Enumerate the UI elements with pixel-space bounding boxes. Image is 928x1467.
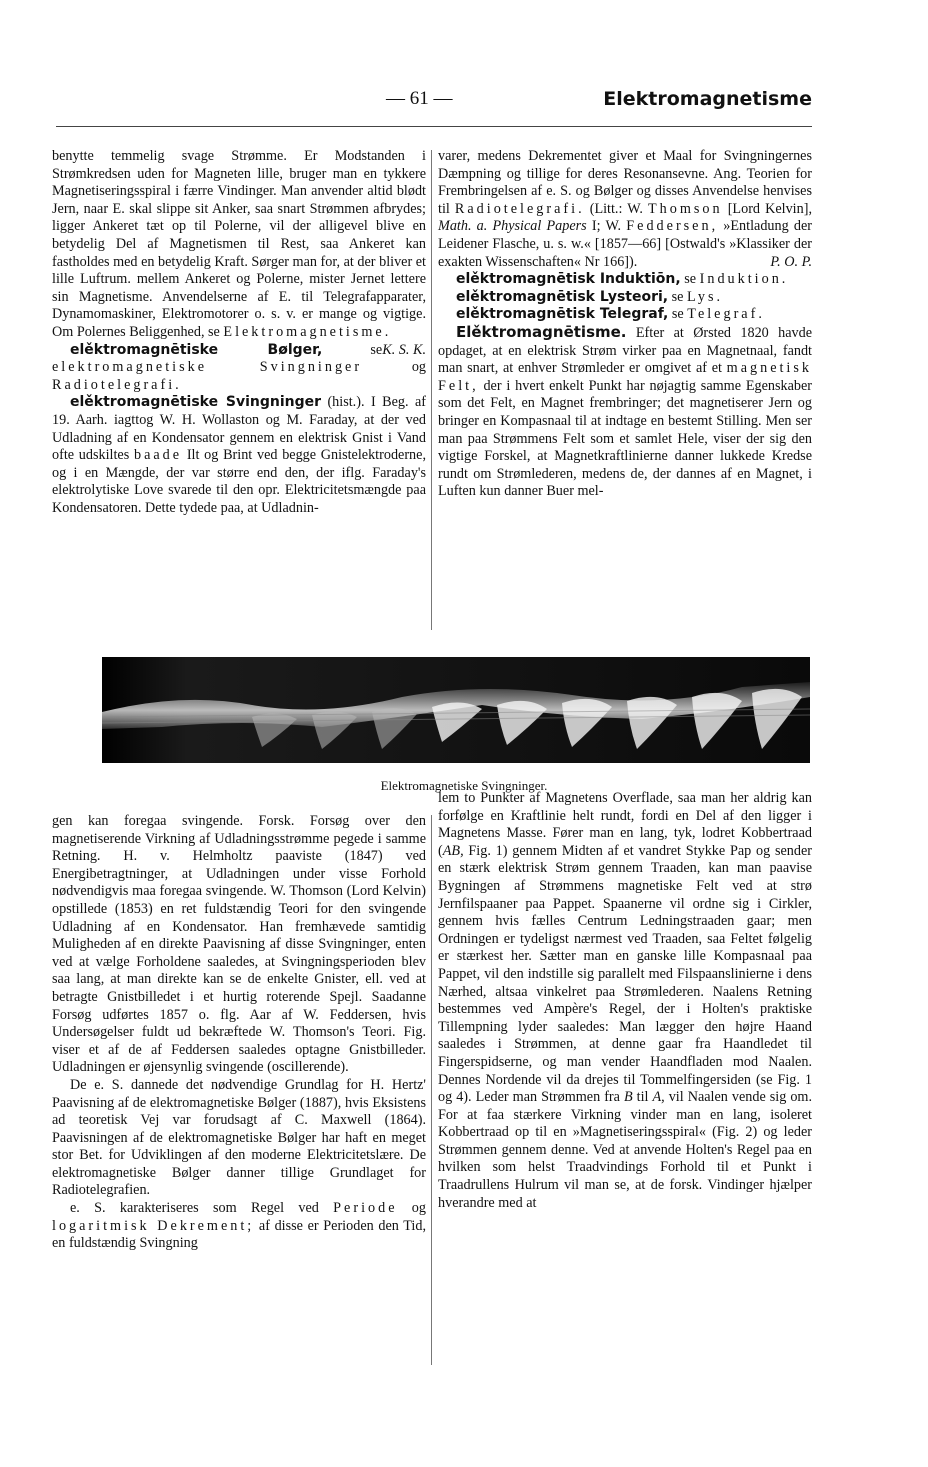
column-1: [52, 148, 426, 517]
headword: elěktromagnētisk Telegraf,: [456, 306, 669, 323]
author-signature: K. S. K.: [382, 341, 426, 358]
headword: Elěktromagnētisme.: [456, 322, 627, 341]
entry-elektromagnetiske-bolger: elěktromagnētiske Bølger, se elektromagnetiske Svingninger og Radiotelegrafi.: [52, 341, 426, 393]
column-4: [438, 790, 812, 1212]
entry-induktion: elěktromagnētisk Induktiōn, se Induktion.: [456, 271, 789, 288]
entry-elektromagnetisme: Elěktromagnētisme. Efter at Ørsted 1820 havde opdaget, at en elektrisk Strøm virker paa en Magnetnaal, fandt man snart, at enhver Strømleder er omgivet af et magnetisk Felt, der i hvert enkelt Punkt har nøjagtig samme Egenskaber som det Felt, en Magnet frembringer; det magnetiserer Jern og bringer en Kompasnaal til at indtage en bestemt Stilling. Men ser man paa Strømmens Felt som et samlet Hele, viser der sig den vigtige Forskel, at Magnetkraftlinierne danner lukkede Kredse rundt om Strømlederen, medens de, der dannes af en Magnet, i Luften kun danner Buer mel-: [438, 322, 812, 500]
running-title: Elektromagnetisme: [603, 88, 812, 110]
paragraph: De e. S. dannede det nødvendige Grundlag for H. Hertz' Paavisning af de elektromagnetiske Bølger (1887), hvis Eksistens ad teoretisk Vej var forudsagt af C. Maxwell (1864). Paavisningen af de elektromagnetiske Bølger har haft en meget stor Bet. for Udviklingen af den moderne Elektricitetslære. De elektromagnetiske Bølger danner tillige Grundlaget for Radiotelegrafien.: [52, 1076, 426, 1199]
headword: elěktromagnētiske Bølger,: [70, 341, 323, 358]
entry-telegraf: elěktromagnētisk Telegraf, se Telegraf.: [456, 306, 765, 323]
paragraph: benytte temmelig svage Strømme. Er Modstanden i Strømkredsen uden for Magneten lille, bruger man en tykkere Magnetiseringsspiral i færre Vindinger. Man anvender altid blødt Jern, naar E. skal slippe sit Anker, saa snart Strømmen afbrydes; ligger Ankeret tæt op til Polerne, vil der alligevel blive en betydelig Del af Magnetismen til Rest, saa Ankeret kan fastholdes med en betydelig Kraft. Sørger man for, at der bliver et lille Luftrum. mellem Ankeret og Polerne, mister Jernet lettere sin Magnetisme. Anvendelserne af E. til Telegrafapparater, Dynamomaskiner, Elektromotorer o. s. v. er mange og vigtige. Om Polernes Beliggenhed, se Elektromagnetisme. K. S. K.: [52, 148, 426, 358]
page-header: [56, 88, 812, 116]
paragraph: varer, medens Dekrementet giver et Maal for Svingningernes Dæmpning og tillige for deres Resonansevne. Ang. Teorien for Frembringelsen af e. S. og Bølger og disses Anvendelse henvises til Radiotelegrafi. (Litt.: W. Thomson [Lord Kelvin], Math. a. Physical Papers I; W. Feddersen, »Entladung der Leidener Flasche, u. s. w.« [1857—66] [Ostwald's »Klassiker der exakten Wissenschaften« Nr 166]). P. O. P.: [438, 148, 812, 270]
entry-elektromagnetiske-svingninger: elěktromagnētiske Svingninger (hist.). I Beg. af 19. Aarh. iagttog W. H. Wollaston og M. Faraday, at der ved Udladning af en Kondensator gennem en elektrisk Gnist i Vand ofte udskiltes baade Ilt og Brint ved begge Gnistelektroderne, og i en Mængde, der var større end den, der iflg. Faraday's elektrolytiske Love svarede til den opr. Elektricitetsmængde paa Kondensatoren. Dette tydede paa, at Udladnin-: [52, 394, 426, 516]
author-signature: P. O. P.: [770, 253, 812, 270]
page-number: — 61 —: [386, 88, 453, 109]
paragraph: e. S. karakteriseres som Regel ved Periode og logaritmisk Dekrement; af disse er Perioden den Tid, en fuldstændig Svingning: [52, 1200, 426, 1252]
headword: elěktromagnētisk Lysteori,: [456, 288, 669, 305]
column-3: [52, 813, 426, 1253]
column-divider-bottom: [431, 815, 432, 1365]
spark-oscillation-photo: [102, 657, 810, 763]
headword: elěktromagnētiske Svingninger: [70, 394, 322, 411]
headword: elěktromagnētisk Induktiōn,: [456, 271, 681, 288]
figure-caption: Elektromagnetiske Svingninger.: [380, 778, 548, 793]
column-2: [438, 148, 812, 501]
paragraph: gen kan foregaa svingende. Forsk. Forsøg over den magnetiserende Virkning af Udladningsstrømme pegede i samme Retning. H. v. Helmholtz paaviste (1847) ved Energibetragtninger, at Udladningen under visse Forhold nødvendigvis maa foregaa svingende. W. Thomson (Lord Kelvin) opstillede (1853) en ret fuldstændig Teori for den svingende Udladning af en Kondensator. Han fremhævede samtidig Muligheden af en direkte Paavisning af disse Svingninger, enten ved at vælge Forholdene saaledes, at Svingningsperioden blev saa lang, at man direkte kan se de enkelte Gnister, ell. ved at betragte Gnistbilledet i et hurtig roterende Spejl. Saadanne Forsøg udførtes 1857 o. flg. Aar af W. Feddersen, hvis Undersøgelser fuldt ud bekræftede W. Thomson's Teori. Fig. viser et af de af Feddersen saaledes optagne Gnistbilleder. Udladningen er øjensynlig svingende (oscillerende).: [52, 813, 426, 1076]
paragraph: lem to Punkter af Magnetens Overflade, saa man her aldrig kan forfølge en Kraftlinie helt rundt, fordi en Del af den ligger i Magnetens Masse. Fører man en lang, tyk, lodret Kobbertraad (AB, Fig. 1) gennem Midten af et vandret Stykke Pap og sender en stærk elektrisk Strøm gennem Traaden, kan man paavise Bygningen af Strømmens magnetiske Felt ved at strø Jernfilspaaner paa Pappet. Spaanerne vil ordne sig i Cirkler, gennem hvis fælles Centrum Ledningstraaden gaar; men Ordningen er tydeligst nærmest ved Traaden, saa Feltet følgelig er stærkest her. Sætter man en ganske lille Kompasnaal paa Pappet, vil den indstille sig parallelt med Filspaanslinierne i dens Nærhed, altsaa vinkelret paa Strømlederen. Naalens Retning bestemmes ved Ampère's Regel, der i Holten's praktiske Tillempning lyder saaledes: Man lægger den højre Haand saaledes i Strømmen, at denne gaar fra Haandledet til Fingerspidserne, og man vender Haandfladen mod Naalen. Dennes Nordende vil da drejes til Tommelfingersiden (se Fig. 1 og 4). Leder man Strømmen fra B til A, vil Naalen vende sig om. For at faa stærkere Virkning vinder man en lang, isoleret Kobbertraad op til en »Magnetiseringsspiral« (Fig. 2) og leder Strømmen gennem denne. Ved at anvende Holten's Regel paa en hvilken som helst Traadvindings Forhold til et Punkt i Traadrullens Hulrum vil man se, at de forsk. Vindinger hjælper hverandre med at: [438, 790, 812, 1211]
header-rule: [56, 126, 812, 127]
entry-lysteori: elěktromagnētisk Lysteori, se Lys.: [456, 288, 724, 305]
column-divider-top: [431, 150, 432, 630]
